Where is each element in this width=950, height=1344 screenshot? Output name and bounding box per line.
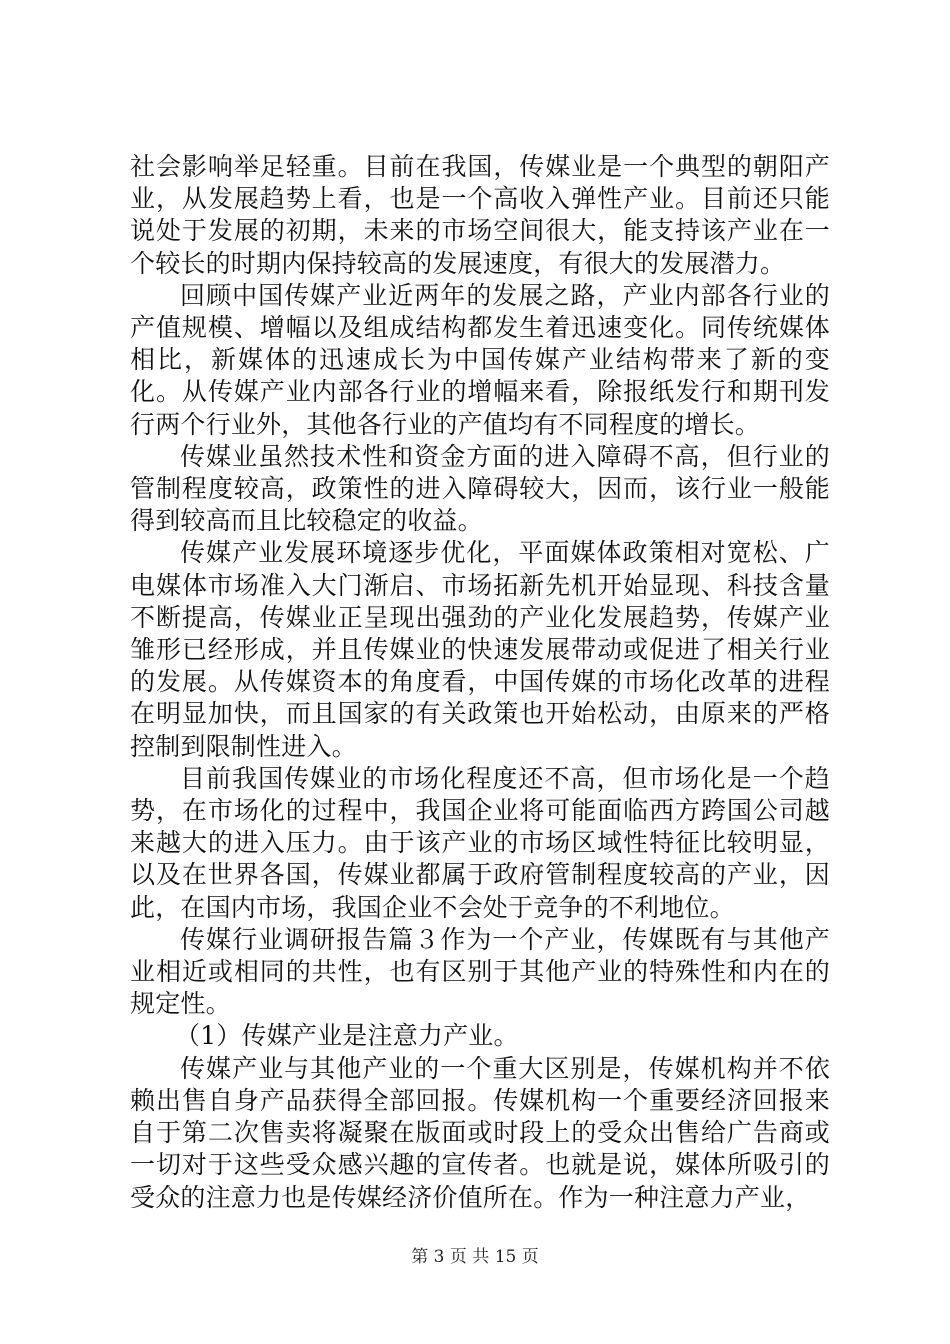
paragraph-5: 目前我国传媒业的市场化程度还不高，但市场化是一个趋势，在市场化的过程中，我国企业将可能面临西方跨国公司越来越大的进入压力。由于该产业的市场区域性特征比较明显，以及在世界各国，传媒业都属于政府管制程度较高的产业，因此，在国内市场，我国企业不会处于竞争的不利地位。 [130,763,830,922]
paragraph-2: 回顾中国传媒产业近两年的发展之路，产业内部各行业的产值规模、增幅以及组成结构都发生着迅速变化。同传统媒体相比，新媒体的迅速成长为中国传媒产业结构带来了新的变化。从传媒产业内部各行业的增幅来看，除报纸发行和期刊发行两个行业外，其他各行业的产值均有不同程度的增长。 [130,280,830,439]
paragraph-6: 传媒行业调研报告篇３作为一个产业，传媒既有与其他产业相近或相同的共性，也有区别于其他产业的特殊性和内在的规定性。 [130,924,830,1019]
body-text [130,151,830,1214]
paragraph-4: 传媒产业发展环境逐步优化，平面媒体政策相对宽松、广电媒体市场准入大门渐启、市场拓新先机开始显现、科技含量不断提高，传媒业正呈现出强劲的产业化发展趋势，传媒产业雏形已经形成，并且传媒业的快速发展带动或促进了相关行业的发展。从传媒资本的角度看，中国传媒的市场化改革的进程在明显加快，而且国家的有关政策也开始松动，由原来的严格控制到限制性进入。 [130,538,830,761]
paragraph-3: 传媒业虽然技术性和资金方面的进入障碍不高，但行业的管制程度较高，政策性的进入障碍较大，因而，该行业一般能得到较高而且比较稳定的收益。 [130,441,830,536]
section-heading: （1）传媒产业是注意力产业。 [175,1021,519,1051]
paragraph-8: 传媒产业与其他产业的一个重大区别是，传媒机构并不依赖出售自身产品获得全部回报。传媒机构一个重要经济回报来自于第二次售卖将凝聚在版面或时段上的受众出售给广告商或一切对于这些受众感兴趣的宣传者。也就是说，媒体所吸引的受众的注意力也是传媒经济价值所在。作为一种注意力产业， [130,1053,830,1212]
page-number-footer: 第 3 页 共 15 页 [411,1247,539,1267]
paragraph-1: 社会影响举足轻重。目前在我国，传媒业是一个典型的朝阳产业，从发展趋势上看，也是一个高收入弹性产业。目前还只能说处于发展的初期，未来的市场空间很大，能支持该产业在一个较长的时期内保持较高的发展速度，有很大的发展潜力。 [130,152,830,278]
